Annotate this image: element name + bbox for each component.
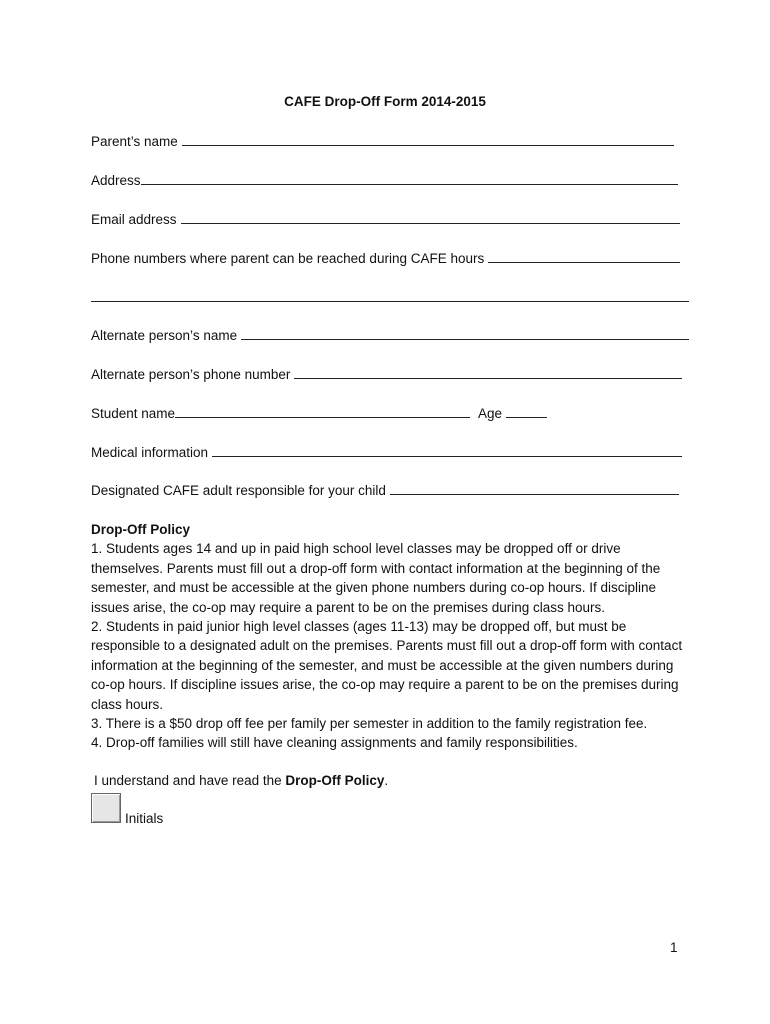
form-title: CAFE Drop-Off Form 2014-2015	[284, 94, 486, 109]
policy-item-4: 4. Drop-off families will still have cleaning assignments and family responsibilities.	[91, 735, 578, 751]
phone-continuation-line[interactable]	[91, 287, 689, 302]
designated-adult-field[interactable]	[91, 482, 679, 500]
alternate-phone-field[interactable]	[91, 366, 682, 384]
acknowledgement-text: I understand and have read the	[94, 773, 286, 788]
address-field[interactable]	[91, 172, 678, 190]
email-label: Email address	[91, 212, 177, 227]
parent-name-line[interactable]	[182, 133, 674, 146]
age-line[interactable]	[506, 405, 547, 418]
acknowledgement-end: .	[384, 773, 389, 788]
phone-line[interactable]	[488, 250, 680, 263]
parent-name-field[interactable]	[91, 133, 674, 151]
phone-label: Phone numbers where parent can be reached during CAFE hours	[91, 251, 485, 266]
drop-off-policy	[91, 520, 691, 753]
alternate-phone-label: Alternate person’s phone number	[91, 367, 291, 382]
designated-adult-label: Designated CAFE adult responsible for your child	[91, 483, 386, 498]
address-line[interactable]	[141, 172, 678, 185]
medical-label: Medical information	[91, 445, 209, 460]
policy-heading: Drop-Off Policy	[91, 522, 191, 537]
policy-item-2: 2. Students in paid junior high level classes (ages 11-13) may be dropped off, but must be responsible to a designated adult on the premises. Parents must fill out a drop-off form with contact information at the beginning of the semester, and must be accessible at the given numbers during co-op hours. If discipline issues arise, the co-op may require a parent to be on the premises during class hours.	[91, 619, 683, 712]
alternate-phone-line[interactable]	[294, 366, 682, 379]
student-name-field[interactable]	[91, 405, 470, 423]
alternate-name-line[interactable]	[241, 327, 689, 340]
parent-name-label: Parent’s name	[91, 134, 178, 149]
policy-item-1: 1. Students ages 14 and up in paid high school level classes may be dropped off or drive themselves. Parents must fill out a drop-off form with contact information at the beginning of the semester, and must be accessible at the given phone numbers during co-op hours. If discipline issues arise, the co-op may require a parent to be on the premises during class hours.	[91, 541, 661, 615]
initials-box[interactable]	[91, 793, 121, 823]
medical-line[interactable]	[212, 444, 682, 457]
student-name-line[interactable]	[175, 405, 470, 418]
medical-field[interactable]	[91, 444, 682, 462]
age-field[interactable]	[478, 405, 547, 423]
initials-label: Initials	[125, 811, 164, 826]
acknowledgement	[94, 773, 388, 788]
phone-field[interactable]	[91, 250, 680, 268]
email-field[interactable]	[91, 211, 680, 229]
designated-adult-line[interactable]	[390, 482, 679, 495]
alternate-name-label: Alternate person’s name	[91, 328, 238, 343]
email-line[interactable]	[181, 211, 680, 224]
student-name-label: Student name	[91, 406, 176, 421]
acknowledgement-policy-name: Drop-Off Policy	[285, 773, 385, 788]
age-label: Age	[478, 406, 503, 421]
policy-item-3: 3. There is a $50 drop off fee per family per semester in addition to the family registration fee.	[91, 716, 648, 732]
page-number: 1	[670, 940, 678, 955]
address-label: Address	[91, 173, 141, 188]
alternate-name-field[interactable]	[91, 327, 689, 345]
